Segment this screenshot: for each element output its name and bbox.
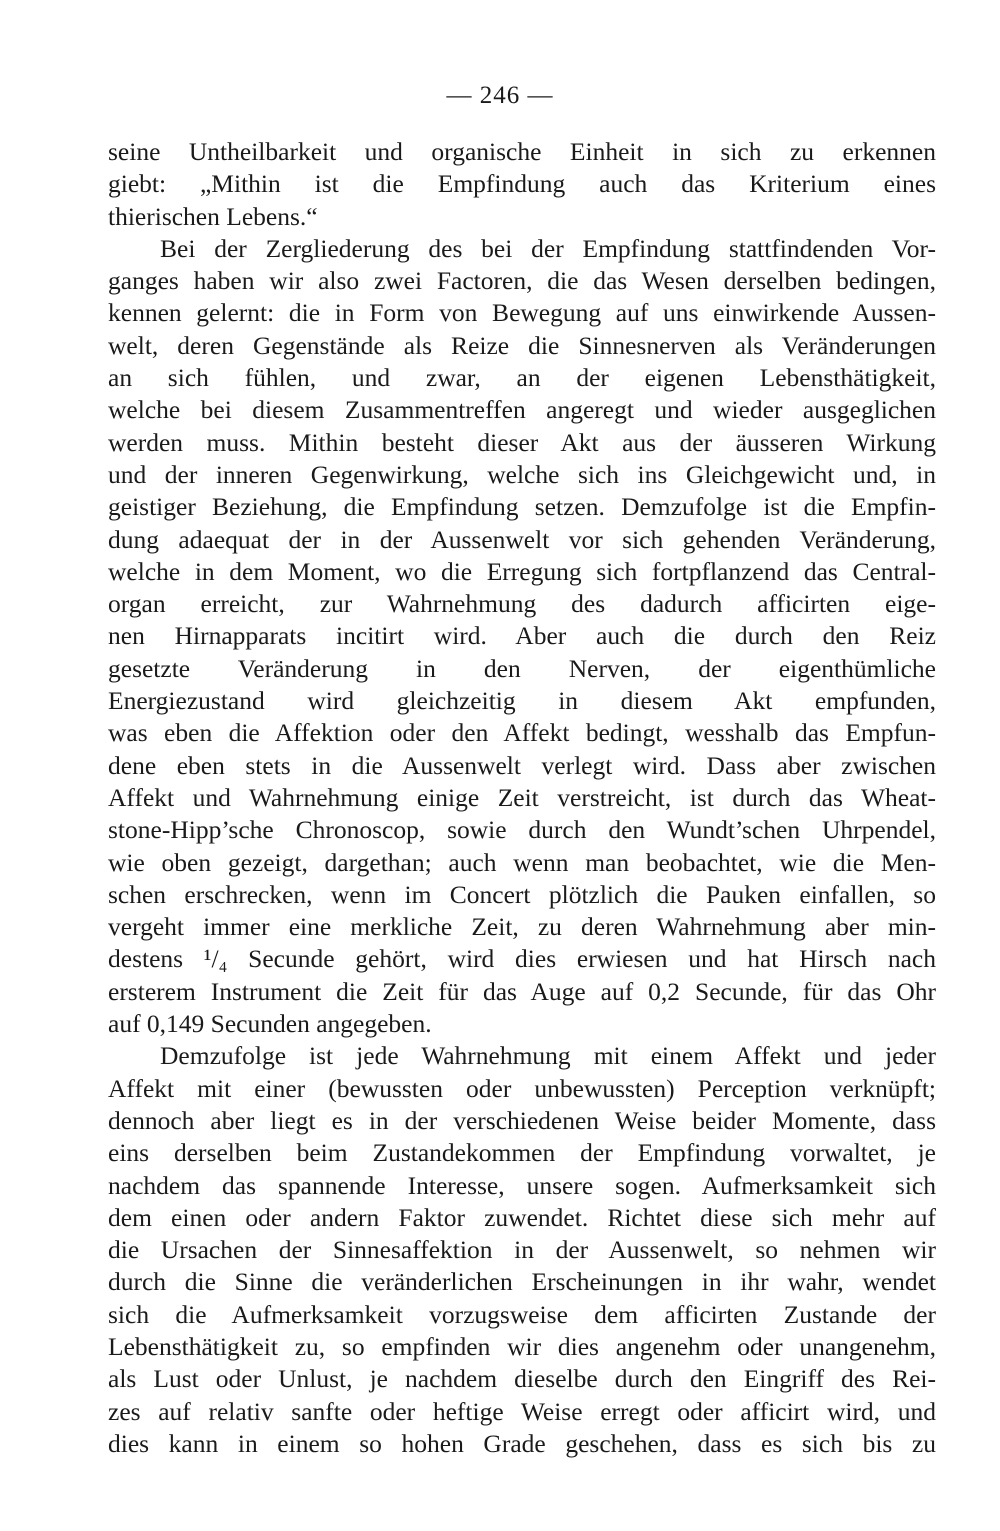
text-line: Affekt und Wahrnehmung einige Zeit verstreicht, ist durch das Wheat-: [108, 782, 936, 812]
text-line: nachdem das spannende Interesse, unsere sogen. Aufmerksamkeit sich: [108, 1170, 936, 1200]
text-line: kennen gelernt: die in Form von Bewegung auf uns einwirkende Aussen-: [108, 298, 936, 328]
text-line: destens ¹/₄ Secunde gehört, wird dies erwiesen und hat Hirsch nach: [108, 944, 936, 974]
text-line: Affekt mit einer (bewussten oder unbewussten) Perception verknüpft;: [108, 1073, 936, 1103]
body-text: [108, 136, 936, 1460]
text-line: Lebensthätigkeit zu, so empfinden wir dies angenehm oder unangenehm,: [108, 1331, 936, 1361]
text-line: giebt: „Mithin ist die Empfindung auch das Kriterium eines: [108, 169, 936, 199]
text-line: vergeht immer eine merkliche Zeit, zu deren Wahrnehmung aber min-: [108, 912, 936, 942]
text-line: an sich fühlen, und zwar, an der eigenen Lebensthätigkeit,: [108, 363, 936, 393]
text-line: auf 0,149 Secunden angegeben.: [108, 1009, 432, 1039]
text-line: Energiezustand wird gleichzeitig in diesem Akt empfunden,: [108, 686, 936, 716]
text-line: organ erreicht, zur Wahrnehmung des dadurch afficirten eige-: [108, 589, 936, 619]
text-line: gesetzte Veränderung in den Nerven, der eigenthümliche: [108, 653, 936, 683]
text-line: Demzufolge ist jede Wahrnehmung mit einem Affekt und jeder: [160, 1041, 936, 1071]
text-line: wie oben gezeigt, dargethan; auch wenn man beobachtet, wie die Men-: [108, 847, 936, 877]
text-line: was eben die Affektion oder den Affekt bedingt, wesshalb das Empfun-: [108, 718, 936, 748]
text-line: ganges haben wir also zwei Factoren, die das Wesen derselben bedingen,: [108, 266, 936, 296]
text-line: die Ursachen der Sinnesaffektion in der Aussenwelt, so nehmen wir: [108, 1235, 936, 1265]
text-line: zes auf relativ sanfte oder heftige Weise erregt oder afficirt wird, und: [108, 1396, 936, 1426]
text-line: nen Hirnapparats incitirt wird. Aber auch die durch den Reiz: [108, 621, 936, 651]
text-line: welche in dem Moment, wo die Erregung sich fortpflanzend das Central-: [108, 556, 936, 586]
text-line: schen erschrecken, wenn im Concert plötzlich die Pauken einfallen, so: [108, 879, 936, 909]
text-line: ersterem Instrument die Zeit für das Auge auf 0,2 Secunde, für das Ohr: [108, 976, 936, 1006]
text-line: welt, deren Gegenstände als Reize die Sinnesnerven als Veränderungen: [108, 330, 936, 360]
text-line: geistiger Beziehung, die Empfindung setzen. Demzufolge ist die Empfin-: [108, 492, 936, 522]
text-line: seine Untheilbarkeit und organische Einheit in sich zu erkennen: [108, 137, 936, 166]
page-number: — 246 —: [446, 82, 554, 109]
text-line: als Lust oder Unlust, je nachdem dieselbe durch den Eingriff des Rei-: [108, 1364, 936, 1394]
text-line: thierischen Lebens.“: [108, 201, 318, 231]
text-line: dung adaequat der in der Aussenwelt vor sich gehenden Veränderung,: [108, 524, 936, 554]
text-line: sich die Aufmerksamkeit vorzugsweise dem afficirten Zustande der: [108, 1299, 936, 1329]
text-line: eins derselben beim Zustandekommen der Empfindung vorwaltet, je: [108, 1138, 936, 1168]
text-line: dene eben stets in die Aussenwelt verlegt wird. Dass aber zwischen: [108, 750, 936, 780]
text-line: und der inneren Gegenwirkung, welche sich ins Gleichgewicht und, in: [108, 459, 936, 489]
text-line: Bei der Zergliederung des bei der Empfindung stattfindenden Vor-: [160, 233, 936, 263]
text-line: welche bei diesem Zusammentreffen angeregt und wieder ausgeglichen: [108, 395, 936, 425]
text-line: dem einen oder andern Faktor zuwendet. Richtet diese sich mehr auf: [108, 1202, 936, 1232]
text-line: dennoch aber liegt es in der verschiedenen Weise beider Momente, dass: [108, 1105, 936, 1135]
text-line: dies kann in einem so hohen Grade geschehen, dass es sich bis zu: [108, 1428, 936, 1458]
text-line: durch die Sinne die veränderlichen Erscheinungen in ihr wahr, wendet: [108, 1267, 936, 1297]
text-line: werden muss. Mithin besteht dieser Akt aus der äusseren Wirkung: [108, 427, 936, 457]
text-line: stone-Hipp’sche Chronoscop, sowie durch den Wundt’schen Uhrpendel,: [108, 815, 936, 845]
